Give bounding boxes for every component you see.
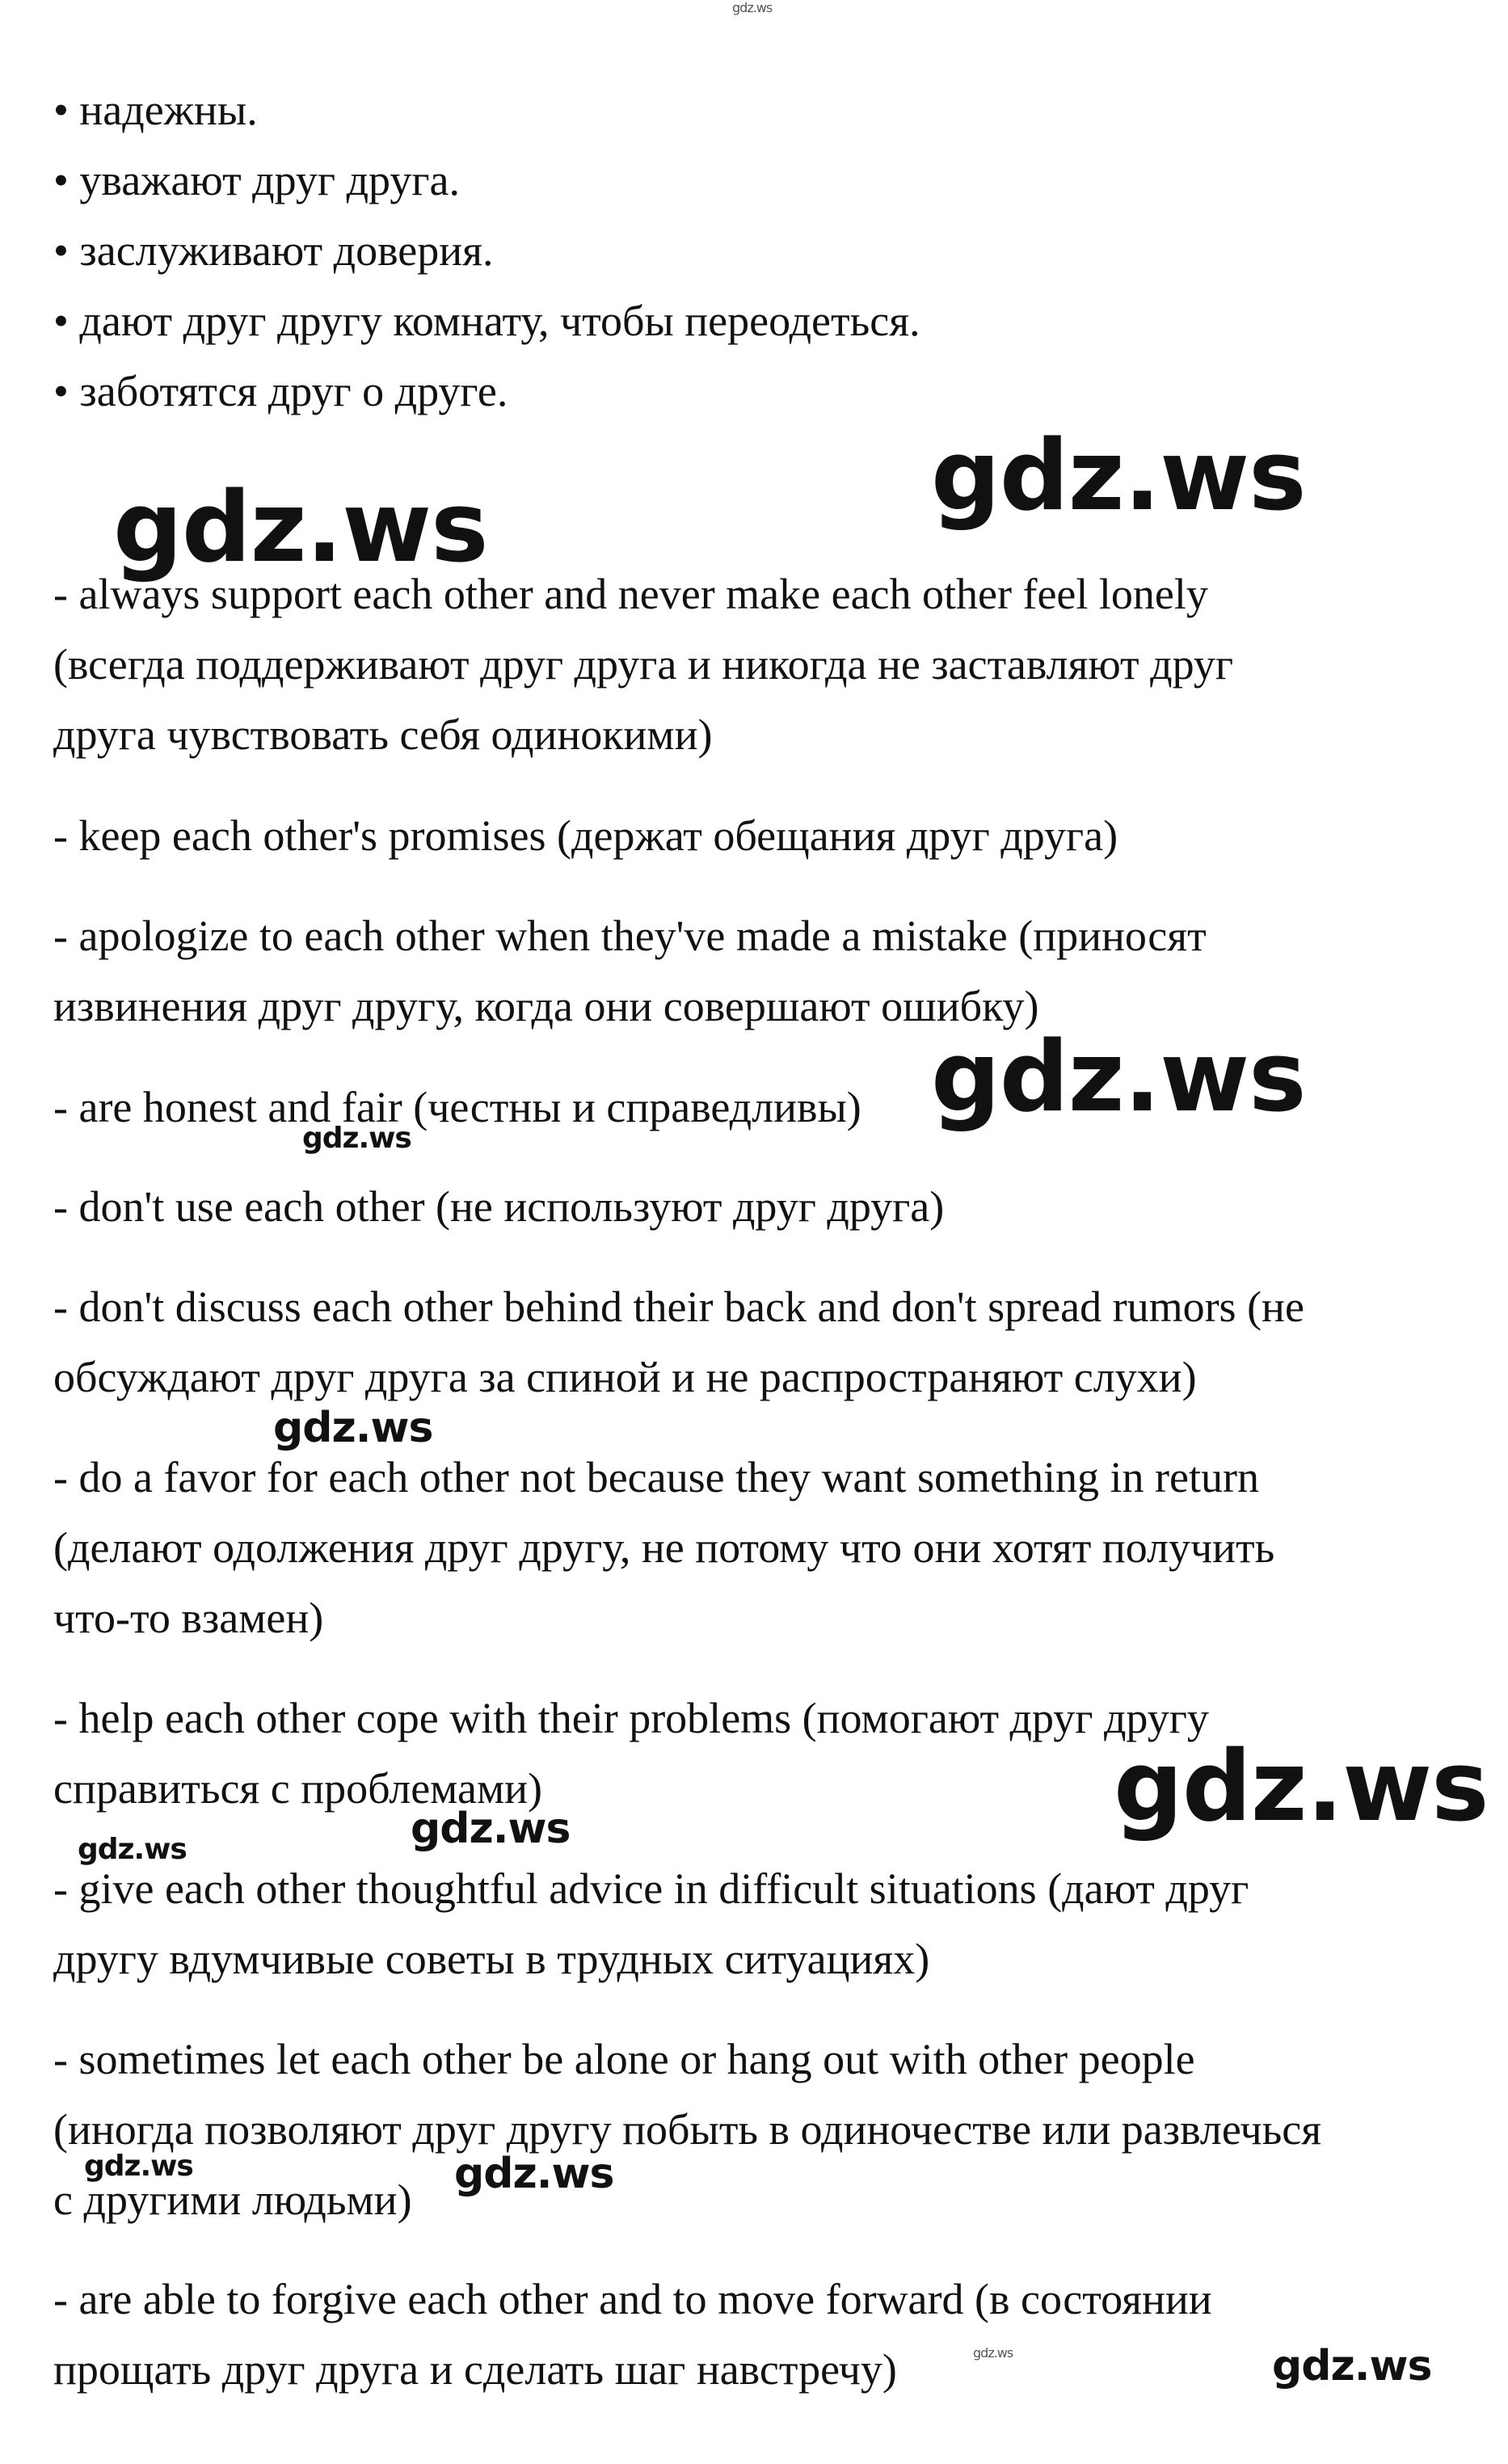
bullet-item: • заботятся друг о друге. [53,367,508,415]
paragraph-line: (всегда поддерживают друг друга и никогда не заставляют друг [53,640,1234,689]
bullet-item: • дают друг другу комнату, чтобы переодеться. [53,297,920,345]
paragraph-line: справиться с проблемами) [53,1764,542,1813]
paragraph-line: - don't use each other (не используют друг друга) [53,1182,945,1231]
watermark: gdz.ws [78,1833,187,1866]
paragraph-line: (иногда позволяют друг другу побыть в одиночестве или развлечься [53,2105,1322,2154]
watermark: gdz.ws [931,420,1306,533]
bullet-item: • надежны. [53,86,258,134]
paragraph-line: что-то взамен) [53,1594,324,1642]
watermark: gdz.ws [84,2150,193,2183]
watermark: gdz.ws [931,1021,1306,1134]
watermark: gdz.ws [1114,1731,1489,1843]
paragraph-line: - give each other thoughtful advice in difficult situations (дают друг [53,1864,1249,1913]
watermark: gdz.ws [1272,2342,1432,2390]
paragraph-line: другу вдумчивые советы в трудных ситуациях) [53,1935,930,1983]
paragraph-line: - are able to forgive each other and to move forward (в состоянии [53,2275,1212,2323]
bullet-item: • уважают друг друга. [53,156,460,204]
paragraph-line: - sometimes let each other be alone or hang out with other people [53,2035,1195,2083]
paragraph-line: - are honest and fair (честны и справедливы) [53,1083,861,1131]
watermark: gdz.ws [302,1122,411,1155]
paragraph-line: - don't discuss each other behind their back and don't spread rumors (не [53,1283,1304,1331]
watermark: gdz.ws [732,0,773,15]
watermark: gdz.ws [273,1404,433,1452]
watermark: gdz.ws [411,1805,571,1853]
paragraph-line: извинения друг другу, когда они совершают ошибку) [53,982,1039,1030]
paragraph-line: - do a favor for each other not because they want something in return [53,1453,1259,1502]
paragraph-line: с другими людьми) [53,2175,412,2224]
paragraph-line: - keep each other's promises (держат обещания друг друга) [53,811,1118,860]
paragraph-line: - help each other cope with their problems (помогают друг другу [53,1694,1209,1742]
watermark: gdz.ws [973,2345,1013,2361]
paragraph-line: (делают одолжения друг другу, не потому что они хотят получить [53,1523,1275,1572]
paragraph-line: обсуждают друг друга за спиной и не распространяют слухи) [53,1353,1197,1401]
watermark: gdz.ws [454,2150,614,2198]
watermark: gdz.ws [113,472,488,584]
paragraph-line: - apologize to each other when they've made a mistake (приносят [53,912,1207,960]
paragraph-line: друга чувствовать себя одинокими) [53,710,713,759]
bullet-item: • заслуживают доверия. [53,226,494,275]
paragraph-line: - always support each other and never make each other feel lonely [53,570,1208,618]
paragraph-line: прощать друг друга и сделать шаг навстречу) [53,2345,897,2394]
